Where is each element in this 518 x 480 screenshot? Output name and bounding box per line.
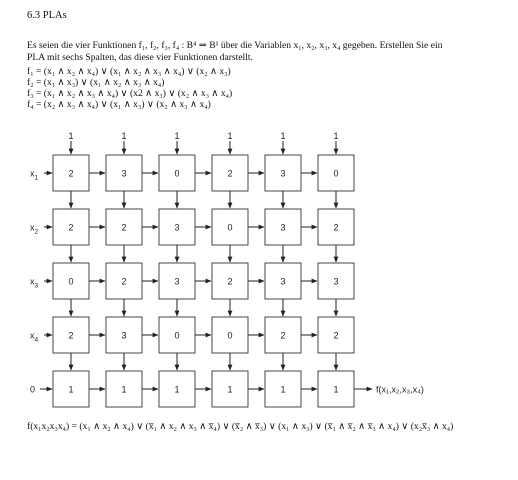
task-line-2: PLA mit sechs Spalten, das diese vier Funktionen darstellt.: [27, 52, 253, 63]
row-input-label: $x_2$: [30, 222, 39, 236]
pla-cell-value: 0: [333, 168, 339, 179]
pla-cell-value: 2: [68, 168, 74, 179]
function-f3: f₃ = (x₁ ∧ x₂ ∧ x₃ ∧ x₄) ∨ (x2 ∧ x₃) ∨ (x₂ ∧ x₃ ∧ x₄): [27, 88, 233, 99]
pla-cell-value: 1: [68, 384, 74, 395]
pla-cell-value: 1: [174, 384, 180, 395]
pla-cell-value: 2: [121, 222, 127, 233]
top-input-label: 1: [227, 131, 233, 141]
pla-cell-value: 3: [333, 276, 339, 287]
pla-cell-value: 1: [227, 384, 233, 395]
pla-cell-value: 3: [174, 276, 180, 287]
pla-cell-value: 0: [174, 168, 180, 179]
top-input-label: 1: [333, 131, 339, 141]
pla-diagram: [0, 125, 518, 410]
function-f1: f₁ = (x₁ ∧ x₂ ∧ x₄) ∨ (x₁ ∧ x₂ ∧ x₃ ∧ x₄) ∨ (x₂ ∧ x₃): [27, 66, 231, 77]
pla-cell-value: 0: [68, 276, 74, 287]
pla-cell-value: 3: [280, 222, 286, 233]
pla-cell-value: 1: [280, 384, 286, 395]
top-input-label: 1: [121, 131, 127, 141]
function-f4: f₄ = (x₂ ∧ x₃ ∧ x₄) ∨ (x₁ ∧ x₃) ∨ (x₂ ∧ x₃ ∧ x₄): [27, 99, 211, 110]
section-title: 6.3 PLAs: [27, 10, 67, 21]
pla-cell-value: 3: [280, 168, 286, 179]
task-description: [27, 40, 497, 64]
pla-cell-value: 2: [227, 276, 233, 287]
pla-cell-value: 2: [333, 330, 339, 341]
pla-cell-value: 1: [121, 384, 127, 395]
pla-cell-value: 2: [68, 330, 74, 341]
pla-cell-value: 0: [174, 330, 180, 341]
top-input-label: 1: [68, 131, 74, 141]
result-formula: f(x₁x₂x₃x₄) = (x₁ ∧ x₂ ∧ x₄) ∨ (x̅₁ ∧ x₂ ∧ x₃ ∧ x̅₄) ∨ (x̅₂ ∧ x̅₃) ∨ (x₁ ∧ x₃) ∨ (x̅₁ ∧ x̅₂ ∧ x̅₃ ∧ x₄) ∨ (x₂x̅₃ ∧ x₄): [27, 421, 454, 432]
row-input-label: $x_4$: [30, 330, 39, 344]
pla-cell-value: 1: [333, 384, 339, 395]
pla-cell-value: 2: [227, 168, 233, 179]
pla-cell-value: 3: [121, 168, 127, 179]
output-label: f(x₁,x₂,x₃,x₄): [376, 384, 424, 395]
pla-cell-value: 3: [174, 222, 180, 233]
pla-cell-value: 2: [121, 276, 127, 287]
row-input-label: $x_3$: [30, 276, 39, 290]
pla-cell-value: 0: [227, 222, 233, 233]
task-line-1: Es seien die vier Funktionen f₁, f₂, f₃, f₄ : B⁴ ⇒ B¹ über die Variablen x₁, x₂, x₃, x₄ gegeben. Erstellen Sie ein: [27, 40, 443, 51]
row-input-label: 0: [30, 384, 36, 395]
pla-cell-value: 2: [68, 222, 74, 233]
pla-cell-value: 0: [227, 330, 233, 341]
row-input-label: $x_1$: [30, 168, 39, 182]
pla-cell-value: 2: [333, 222, 339, 233]
pla-cell-value: 3: [121, 330, 127, 341]
pla-cell-value: 3: [280, 276, 286, 287]
top-input-label: 1: [174, 131, 180, 141]
top-input-label: 1: [280, 131, 286, 141]
pla-cell-value: 2: [280, 330, 286, 341]
function-f2: f₂ = (x₁ ∧ x₃) ∨ (x₁ ∧ x₂ ∧ x₃ ∧ x₄): [27, 77, 165, 88]
